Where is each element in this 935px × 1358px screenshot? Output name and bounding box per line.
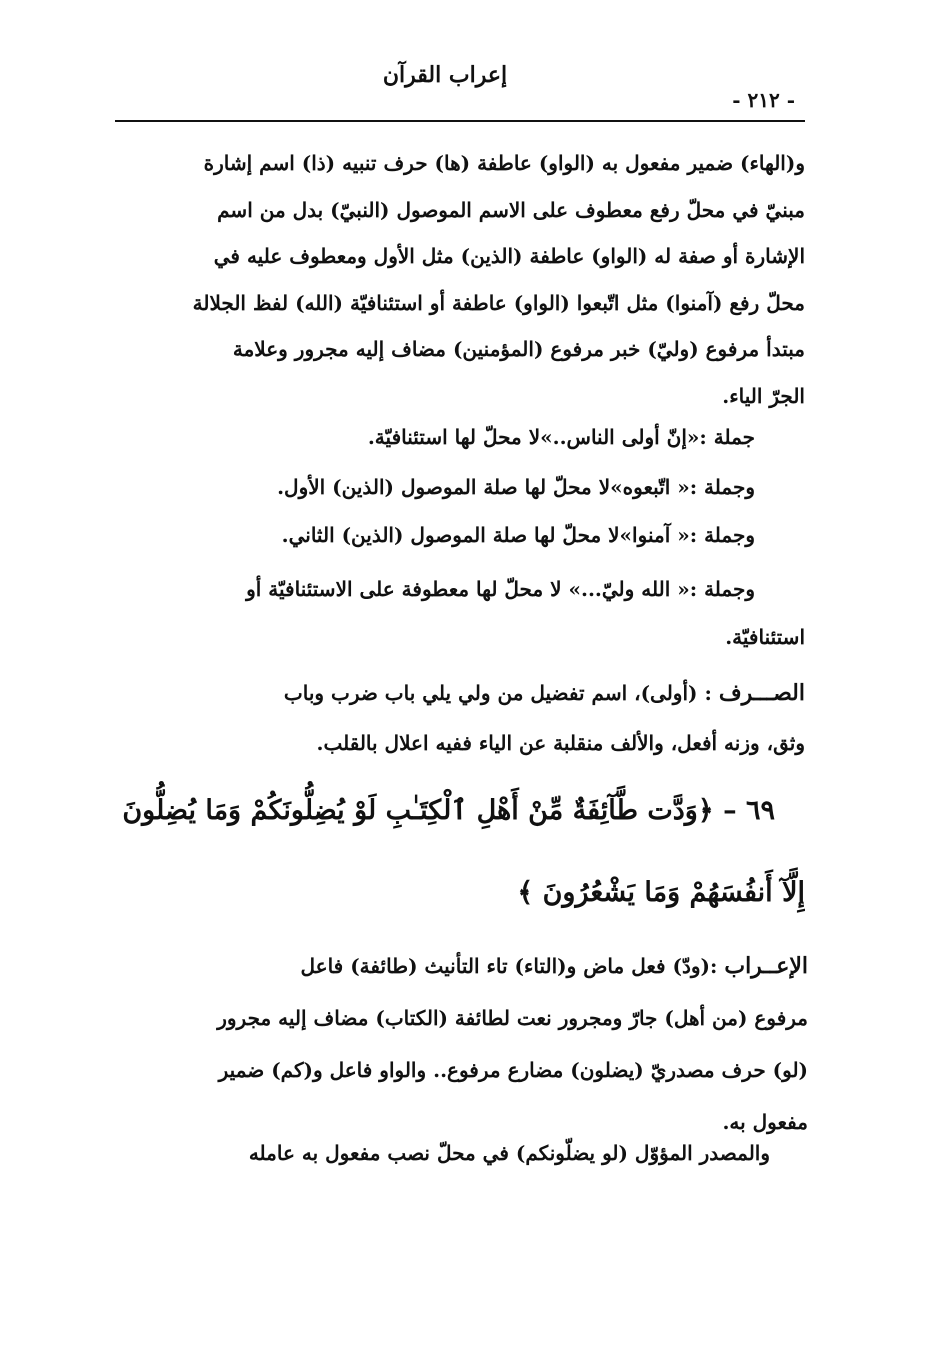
page-number: - ٢١٢ -	[732, 88, 795, 112]
running-header-title: إعراب القرآن	[382, 62, 508, 88]
sarf-section	[125, 668, 805, 768]
text-line: مفعول به.	[722, 1110, 808, 1134]
paragraph-analysis	[115, 140, 805, 419]
verse-close-bracket: ﴾	[517, 877, 534, 908]
sentence-note-3: وجملة :« آمنوا»لا محلّ لها صلة الموصول (الذين) الثاني.	[281, 523, 755, 547]
text-line: : (أولى)، اسم تفضيل من ولي يلي باب ضرب وباب	[283, 681, 712, 705]
sarf-heading: الصـــرف	[718, 680, 805, 706]
text-line: وثق، وزنه أفعل، والألف منقلبة عن الياء ففيه اعلال بالقلب.	[316, 731, 805, 755]
verse-line: وَدَّت طَّآئِفَةٌ مِّنْ أَهْلِ ٱلْكِتَـٰبِ لَوْ يُضِلُّونَكُمْ وَمَا يُضِلُّونَ	[122, 795, 698, 826]
verse-line: إِلَّآ أَنفُسَهُمْ وَمَا يَشْعُرُونَ	[542, 877, 805, 908]
irab-heading: الإعــراب	[724, 953, 808, 979]
verse-number: ٦٩	[745, 795, 775, 826]
sentence-note-1: جملة :«إنّ أولى الناس..»لا محلّ لها استئنافيّة.	[367, 425, 755, 449]
verse-dash: –	[723, 795, 737, 826]
text-line: مبتدأ مرفوع (وليّ) خبر مرفوع (المؤمنين) مضاف إليه مجرور وعلامة	[232, 337, 805, 361]
header-rule	[115, 120, 805, 122]
masdar-paragraph	[130, 1130, 770, 1176]
text-line: :(ودّ) فعل ماض و(التاء) تاء التأنيث (طائفة) فاعل	[300, 954, 718, 978]
text-line: وجملة :« الله وليّ...» لا محلّ لها معطوفة على الاستئنافيّة أو	[246, 577, 755, 601]
text-line: مرفوع (من أهل) جارّ ومجرور نعت لطائفة (الكتاب) مضاف إليه مجرور	[217, 1006, 808, 1030]
irab-section	[130, 940, 808, 1148]
sentence-note-2: وجملة :« اتّبعوه»لا محلّ لها صلة الموصول (الذين) الأول.	[277, 475, 755, 499]
sentence-note-4	[115, 565, 805, 661]
verse-open-bracket: ﴿	[697, 795, 714, 826]
text-line: محلّ رفع (آمنوا) مثل اتّبعوا (الواو) عاطفة أو استئنافيّة (الله) لفظ الجلالة	[192, 290, 805, 315]
text-line: مبنيّ في محلّ رفع معطوف على الاسم الموصول (النبيّ) بدل من اسم	[217, 197, 805, 222]
quran-verse	[110, 770, 805, 934]
text-line: (لو) حرف مصدريّ (يضلون) مضارع مرفوع.. والواو فاعل و(كم) ضمير	[218, 1058, 808, 1082]
text-line: الجرّ الياء.	[722, 383, 805, 408]
text-line: و(الهاء) ضمير مفعول به (الواو) عاطفة (ها) حرف تنبيه (ذا) اسم إشارة	[203, 151, 805, 175]
text-line: الإشارة أو صفة له (الواو) عاطفة (الذين) مثل الأول ومعطوف عليه في	[213, 244, 805, 268]
text-line: استئنافيّة.	[725, 625, 805, 649]
text-line: والمصدر المؤوّل (لو يضلّونكم) في محلّ نصب مفعول به عامله	[248, 1141, 770, 1165]
